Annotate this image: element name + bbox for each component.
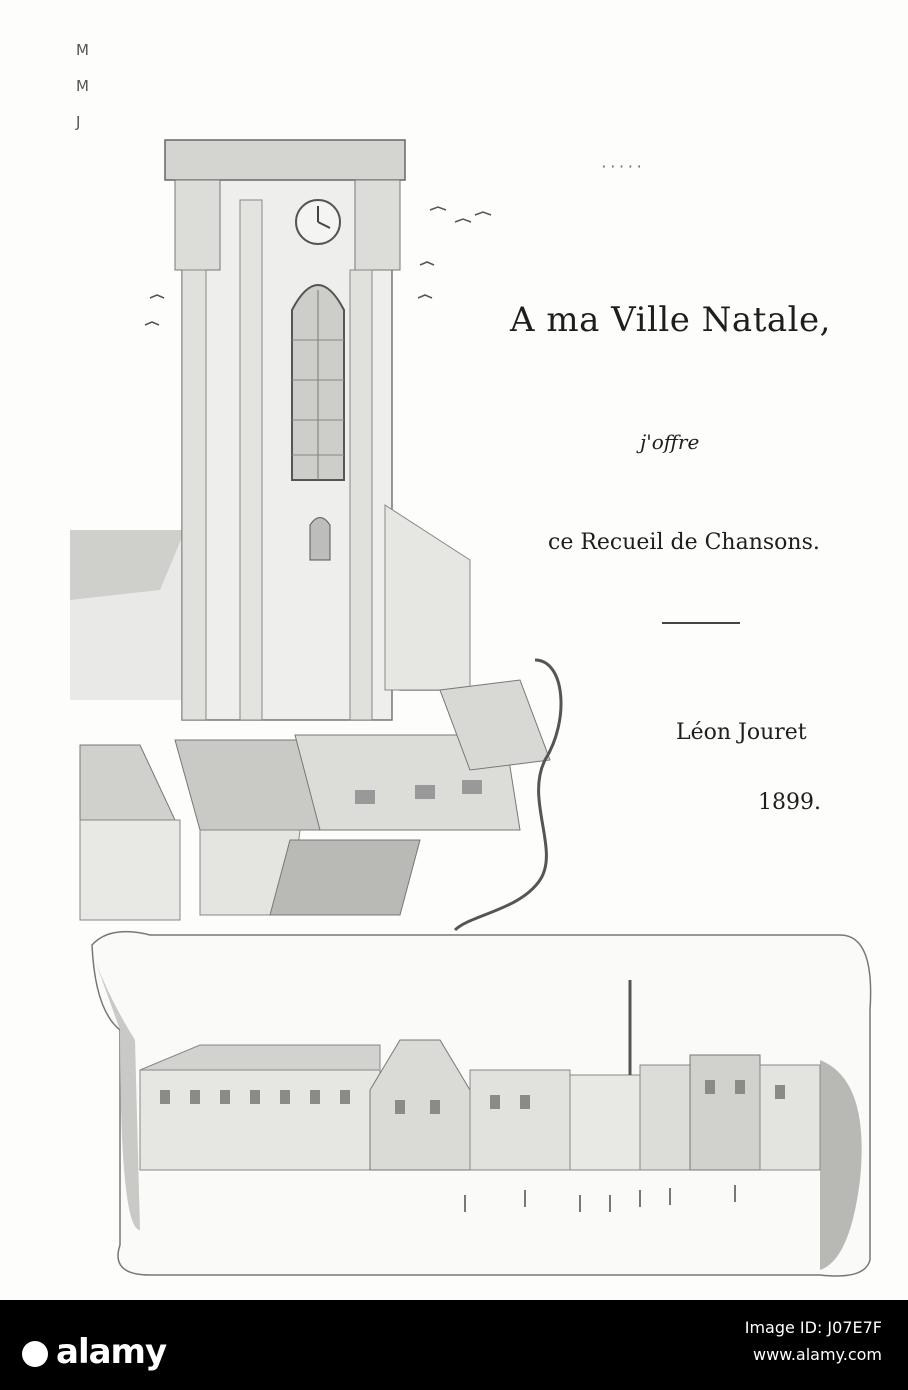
margin-note-line: J [76, 113, 81, 131]
dedication-line-recueil: ce Recueil de Chansons. [548, 530, 820, 555]
dedication-title: A ma Ville Natale, [510, 300, 831, 340]
library-stamp: ····· [600, 160, 645, 175]
margin-note [76, 32, 89, 140]
image-id: Image ID: J07E7F [744, 1318, 882, 1337]
dedication-line-offre: j'offre [640, 430, 700, 454]
footer-info [745, 1318, 882, 1364]
author-name: Léon Jouret [676, 720, 807, 745]
site-url[interactable]: www.alamy.com [753, 1345, 882, 1364]
brand-name: alamy [56, 1332, 167, 1372]
alamy-logo-icon [22, 1341, 48, 1367]
margin-note-line: M [76, 77, 89, 95]
margin-note-line: M [76, 41, 89, 59]
brand-logo[interactable] [22, 1332, 166, 1372]
publication-year: 1899. [758, 790, 821, 815]
divider-rule [662, 622, 740, 624]
